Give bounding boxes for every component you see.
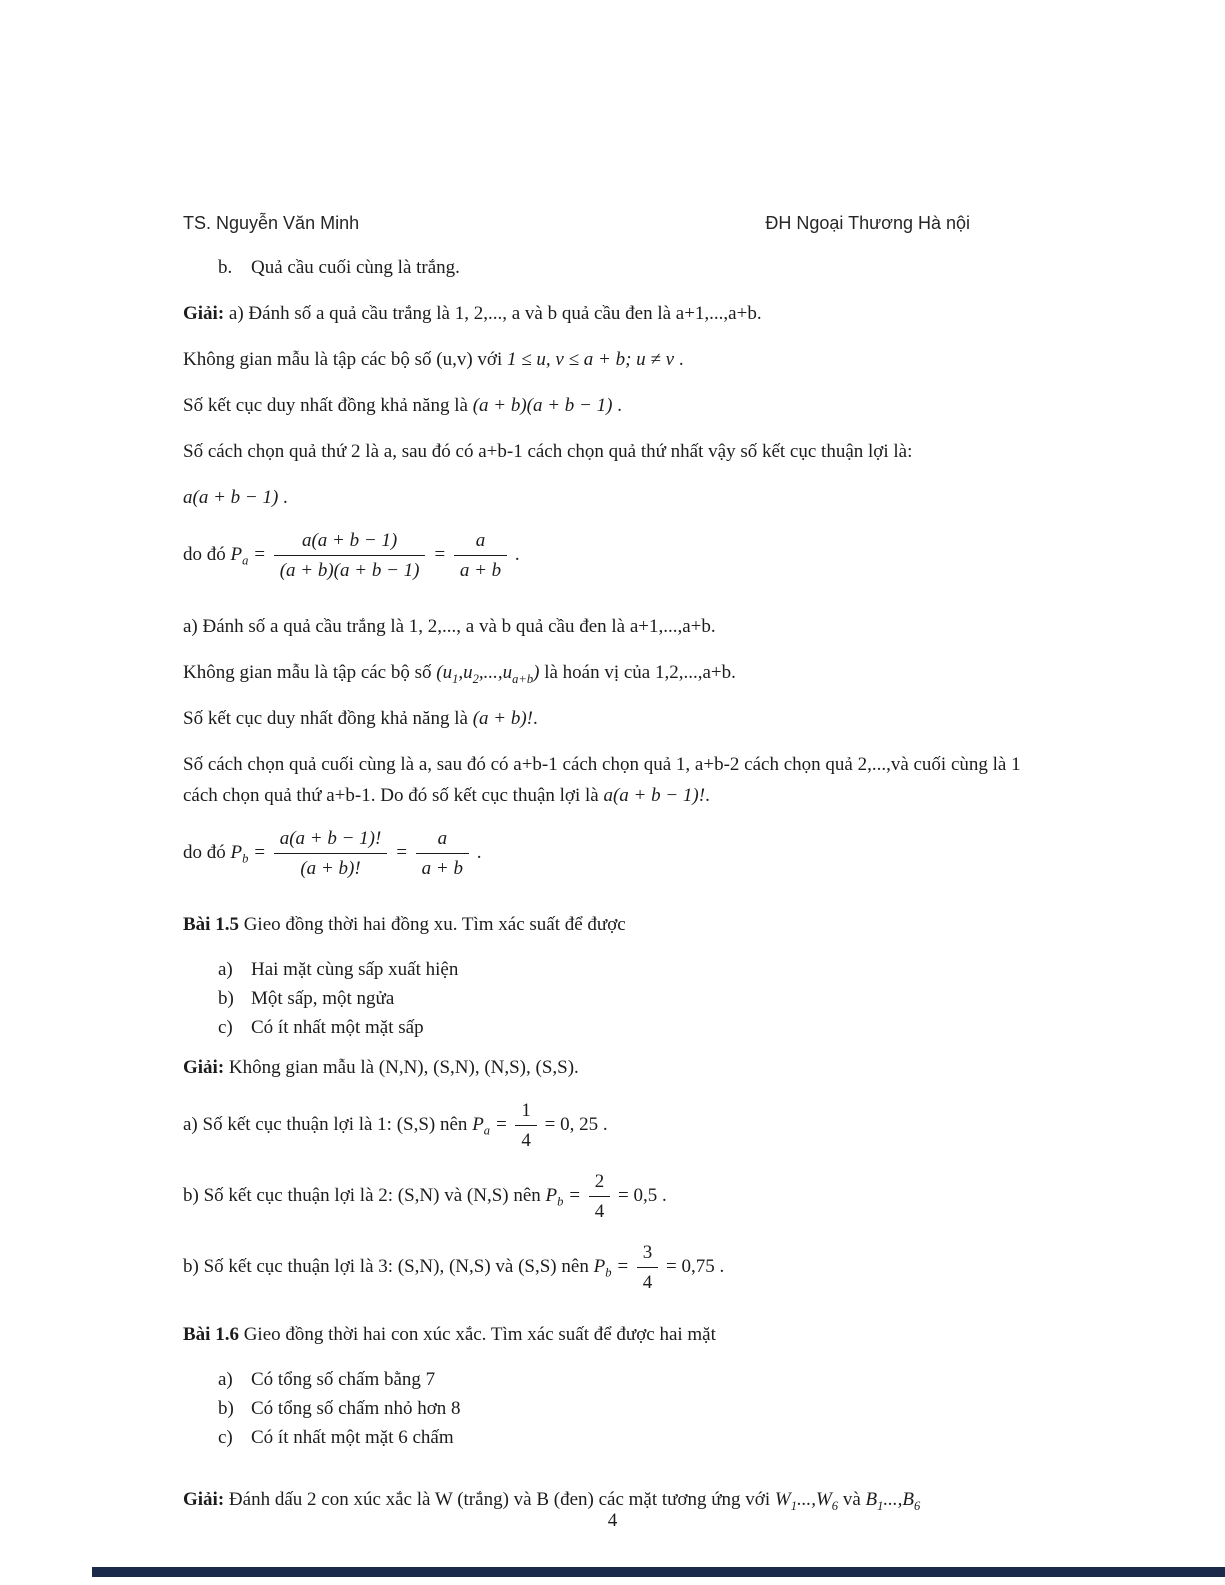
favorable-count-end: . xyxy=(278,487,288,508)
list-item-label: c) xyxy=(218,1427,233,1448)
solution-1-6-mid: và xyxy=(838,1489,866,1510)
solution-intro-b xyxy=(183,611,1048,642)
sample-space-permutation xyxy=(183,657,1048,688)
symbol-B-range: ...,B xyxy=(883,1489,914,1510)
equals-sign: = xyxy=(428,543,451,565)
list-item-label: a) xyxy=(218,959,233,980)
list-item xyxy=(183,1423,1048,1452)
favorable-count-b-text: Số cách chọn quả cuối cùng là a, sau đó có a+b-1 cách chọn quả 1, a+b-2 cách chọn quả 2,...,và cuối cùng là 1 cách chọn quả thứ a+b-1. Do đó số kết cục thuận lợi là xyxy=(183,754,1021,806)
symbol-W-subscript: 6 xyxy=(831,1498,839,1513)
problem-1-6-number: Bài 1.6 xyxy=(183,1324,239,1345)
equally-likely-outcomes xyxy=(183,390,1048,421)
fraction-numerator: a(a + b − 1) xyxy=(301,530,398,551)
list-item-text: Có tổng số chấm bằng 7 xyxy=(251,1369,436,1390)
favorable-count-explanation xyxy=(183,436,1048,467)
symbol-P: P xyxy=(593,1255,606,1277)
equals-sign: = xyxy=(490,1113,513,1135)
list-item-text: Có ít nhất một mặt sấp xyxy=(251,1017,424,1038)
fraction xyxy=(637,1240,659,1295)
page-header xyxy=(183,212,1048,234)
symbol-B-subscript: 6 xyxy=(913,1498,921,1513)
fraction xyxy=(274,826,388,881)
fraction-denominator: 4 xyxy=(515,1125,537,1153)
equals-sign: = xyxy=(563,1184,586,1206)
question-item-b-text: Quả cầu cuối cùng là trắng. xyxy=(251,257,460,278)
fraction xyxy=(589,1169,611,1224)
tuple-mid: ,...,u xyxy=(478,662,513,683)
symbol-B-subscript: 1 xyxy=(877,1498,884,1513)
equals-sign: = xyxy=(248,543,271,565)
solution-1-5-intro xyxy=(183,1052,1048,1083)
fraction-denominator: a + b xyxy=(416,853,469,881)
problem-1-5-heading xyxy=(183,909,1048,940)
symbol-W-subscript: 1 xyxy=(790,1498,797,1513)
equation-1-5-a-text: a) Số kết cục thuận lợi là 1: (S,S) nên xyxy=(183,1113,473,1135)
equation-pb-end: . xyxy=(471,841,482,863)
equation-pb xyxy=(183,826,1048,881)
fraction-numerator: a(a + b − 1)! xyxy=(279,828,382,849)
favorable-count-text: Số cách chọn quả thứ 2 là a, sau đó có a+b-1 cách chọn quả thứ nhất vậy số kết cục thuận lợi là: xyxy=(183,441,913,462)
sample-space-pairs-text: Không gian mẫu là tập các bộ số (u,v) với xyxy=(183,349,507,370)
equally-likely-outcomes-b xyxy=(183,703,1048,734)
fraction-numerator: 2 xyxy=(594,1171,605,1192)
solution-label: Giải: xyxy=(183,1489,225,1510)
tuple-subscript: 2 xyxy=(472,671,479,686)
list-item xyxy=(183,955,1048,984)
list-item-label: a) xyxy=(218,1369,233,1390)
equals-sign: = xyxy=(611,1255,634,1277)
header-author: TS. Nguyễn Văn Minh xyxy=(183,213,360,233)
fraction-denominator: (a + b)(a + b − 1) xyxy=(274,555,426,583)
equation-1-5-b-result: = 0,5 . xyxy=(613,1184,667,1206)
sample-space-pairs-end: . xyxy=(674,349,684,370)
fraction-numerator: 1 xyxy=(521,1100,531,1121)
equals-sign: = xyxy=(390,841,413,863)
equally-likely-outcomes-text: Số kết cục duy nhất đồng khả năng là xyxy=(183,395,473,416)
list-item-text: Một sấp, một ngửa xyxy=(251,988,395,1009)
list-item xyxy=(183,1394,1048,1423)
sample-space-pairs-math: 1 ≤ u, v ≤ a + b; u ≠ v xyxy=(507,349,675,370)
solution-intro-a-text: a) Đánh số a quả cầu trắng là 1, 2,..., a và b quả cầu đen là a+1,...,a+b. xyxy=(224,303,762,324)
solution-intro-b-text: a) Đánh số a quả cầu trắng là 1, 2,..., a và b quả cầu đen là a+1,...,a+b. xyxy=(183,616,716,637)
tuple-mid: ,u xyxy=(458,662,473,683)
equation-pb-intro: do đó xyxy=(183,841,231,863)
equation-1-5-c xyxy=(183,1240,1048,1295)
symbol-P: P xyxy=(230,841,243,863)
favorable-count-explanation-b xyxy=(183,749,1048,811)
equation-1-5-c-text: b) Số kết cục thuận lợi là 3: (S,N), (N,S) và (S,S) nên xyxy=(183,1255,594,1277)
symbol-W: W xyxy=(774,1489,791,1510)
favorable-count-math: a(a + b − 1) xyxy=(183,487,279,508)
tuple-subscript: 1 xyxy=(452,671,459,686)
fraction-numerator: a xyxy=(475,530,486,551)
symbol-P-subscript: b xyxy=(557,1194,564,1209)
symbol-P: P xyxy=(545,1184,558,1206)
fraction xyxy=(454,528,507,583)
problem-1-6-heading xyxy=(183,1319,1048,1350)
list-item-text: Có ít nhất một mặt 6 chấm xyxy=(251,1427,454,1448)
problem-1-5-text: Gieo đồng thời hai đồng xu. Tìm xác suất để được xyxy=(238,914,626,935)
fraction xyxy=(515,1098,537,1153)
fraction-numerator: a xyxy=(437,828,448,849)
equally-likely-outcomes-math: (a + b)(a + b − 1) xyxy=(472,395,613,416)
fraction xyxy=(274,528,426,583)
symbol-B: B xyxy=(865,1489,878,1510)
question-item-b xyxy=(183,252,1048,283)
list-item-text: Hai mặt cùng sấp xuất hiện xyxy=(251,959,459,980)
list-item xyxy=(183,1013,1048,1042)
equals-sign: = xyxy=(248,841,271,863)
tuple-subscript: a+b xyxy=(512,671,534,686)
equation-1-5-a xyxy=(183,1098,1048,1153)
symbol-P-subscript: b xyxy=(242,851,249,866)
equation-1-5-c-result: = 0,75 . xyxy=(661,1255,725,1277)
problem-1-5-number: Bài 1.5 xyxy=(183,914,239,935)
problem-1-6-list xyxy=(183,1365,1048,1452)
symbol-P-subscript: a xyxy=(483,1123,491,1138)
fraction-denominator: (a + b)! xyxy=(274,853,388,881)
fraction xyxy=(416,826,469,881)
solution-label: Giải: xyxy=(183,1057,225,1078)
symbol-P: P xyxy=(472,1113,484,1135)
equally-likely-outcomes-end: . xyxy=(612,395,622,416)
symbol-P: P xyxy=(230,543,243,565)
question-item-b-label: b. xyxy=(218,257,233,278)
footer-bar xyxy=(92,1567,1225,1577)
equally-likely-outcomes-b-text: Số kết cục duy nhất đồng khả năng là xyxy=(183,708,473,729)
favorable-count-formula xyxy=(183,482,1048,513)
list-item xyxy=(183,1365,1048,1394)
equally-likely-outcomes-b-end: . xyxy=(533,708,538,729)
list-item xyxy=(183,984,1048,1013)
problem-1-6-text: Gieo đồng thời hai con xúc xắc. Tìm xác suất để được hai mặt xyxy=(238,1324,716,1345)
sample-space-pairs xyxy=(183,344,1048,375)
page-number: 4 xyxy=(607,1510,618,1531)
fraction-denominator: a + b xyxy=(454,555,507,583)
tuple-close: ) xyxy=(533,662,540,683)
fraction-numerator: 3 xyxy=(642,1242,653,1263)
solution-1-6-text: Đánh dấu 2 con xúc xắc là W (trắng) và B (đen) các mặt tương ứng với xyxy=(224,1489,775,1510)
solution-1-5-text: Không gian mẫu là (N,N), (S,N), (N,S), (S,S). xyxy=(224,1057,579,1078)
fraction-denominator: 4 xyxy=(589,1196,611,1224)
equation-1-5-b-text: b) Số kết cục thuận lợi là 2: (S,N) và (N,S) nên xyxy=(183,1184,546,1206)
solution-label: Giải: xyxy=(183,303,225,324)
equation-1-5-b xyxy=(183,1169,1048,1224)
solution-intro-a xyxy=(183,298,1048,329)
list-item-label: b) xyxy=(218,988,234,1009)
favorable-count-b-math: a(a + b − 1)! xyxy=(603,785,706,806)
equation-pa-end: . xyxy=(510,543,520,565)
symbol-P-subscript: b xyxy=(605,1265,612,1280)
list-item-label: b) xyxy=(218,1398,234,1419)
equally-likely-outcomes-b-math: (a + b)! xyxy=(472,708,533,729)
equation-pa xyxy=(183,528,1048,583)
list-item-label: c) xyxy=(218,1017,233,1038)
equation-1-5-a-result: = 0, 25 . xyxy=(539,1113,608,1135)
sample-space-permutation-text: Không gian mẫu là tập các bộ số xyxy=(183,662,437,683)
fraction-denominator: 4 xyxy=(637,1267,659,1295)
sample-space-permutation-end: là hoán vị của 1,2,...,a+b. xyxy=(539,662,736,683)
symbol-W-range: ...,W xyxy=(796,1489,832,1510)
favorable-count-b-end: . xyxy=(705,785,710,806)
tuple-open: (u xyxy=(436,662,453,683)
equation-pa-intro: do đó xyxy=(183,543,231,565)
symbol-P-subscript: a xyxy=(242,553,249,568)
header-institution: ĐH Ngoại Thương Hà nội xyxy=(765,213,970,233)
list-item-text: Có tổng số chấm nhỏ hơn 8 xyxy=(251,1398,461,1419)
problem-1-5-list xyxy=(183,955,1048,1042)
